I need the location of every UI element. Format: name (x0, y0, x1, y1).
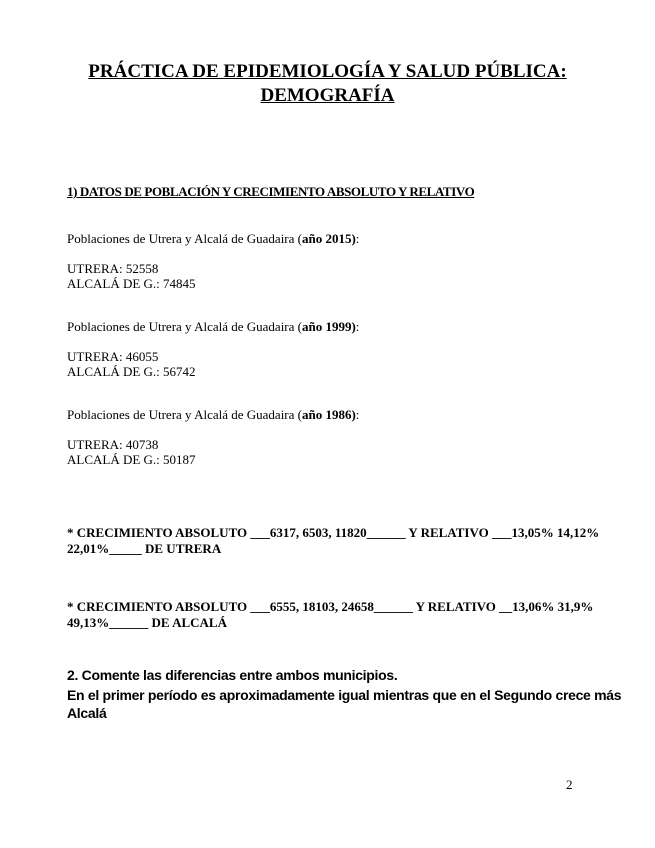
population-intro-suffix: : (355, 319, 360, 334)
utrera-population-1986: UTRERA: 40738 (67, 437, 159, 452)
growth-utrera-line1: * CRECIMIENTO ABSOLUTO ___6317, 6503, 11820______ Y RELATIVO ___13,05% 14,12% (67, 525, 600, 540)
question2-text: 2. Comente las diferencias entre ambos municipios. (67, 667, 398, 683)
alcala-population-2015: ALCALÁ DE G.: 74845 (67, 276, 196, 291)
question2-answer-line1: En el primer período es aproximadamente igual mientras que en el Segundo crece más (67, 687, 622, 703)
population-year: año 1999) (301, 319, 356, 334)
population-intro-2015 (67, 231, 359, 246)
page-title-line1: PRÁCTICA DE EPIDEMIOLOGÍA Y SALUD PÚBLICA: (88, 61, 567, 82)
growth-utrera-line2: 22,01%_____ DE UTRERA (67, 541, 222, 556)
population-intro-text: Poblaciones de Utrera y Alcalá de Guadaira ( (67, 231, 302, 246)
growth-alcala-line1: * CRECIMIENTO ABSOLUTO ___6555, 18103, 24658______ Y RELATIVO __13,06% 31,9% (67, 599, 594, 614)
population-intro-1986 (67, 407, 359, 422)
question2-answer-line2: Alcalá (67, 705, 107, 721)
population-intro-text: Poblaciones de Utrera y Alcalá de Guadaira ( (67, 407, 302, 422)
population-year: año 1986) (301, 407, 356, 422)
population-intro-suffix: : (355, 407, 360, 422)
population-intro-suffix: : (355, 231, 360, 246)
utrera-population-1999: UTRERA: 46055 (67, 349, 159, 364)
population-year: año 2015) (301, 231, 356, 246)
page-number: 2 (566, 777, 573, 792)
section1-heading: 1) DATOS DE POBLACIÓN Y CRECIMIENTO ABSOLUTO Y RELATIVO (67, 184, 475, 199)
growth-alcala-line2: 49,13%______ DE ALCALÁ (67, 615, 227, 630)
alcala-population-1986: ALCALÁ DE G.: 50187 (67, 452, 196, 467)
population-intro-text: Poblaciones de Utrera y Alcalá de Guadaira ( (67, 319, 302, 334)
utrera-population-2015: UTRERA: 52558 (67, 261, 159, 276)
alcala-population-1999: ALCALÁ DE G.: 56742 (67, 364, 196, 379)
page-title-line2: DEMOGRAFÍA (260, 85, 395, 106)
population-intro-1999 (67, 319, 359, 334)
